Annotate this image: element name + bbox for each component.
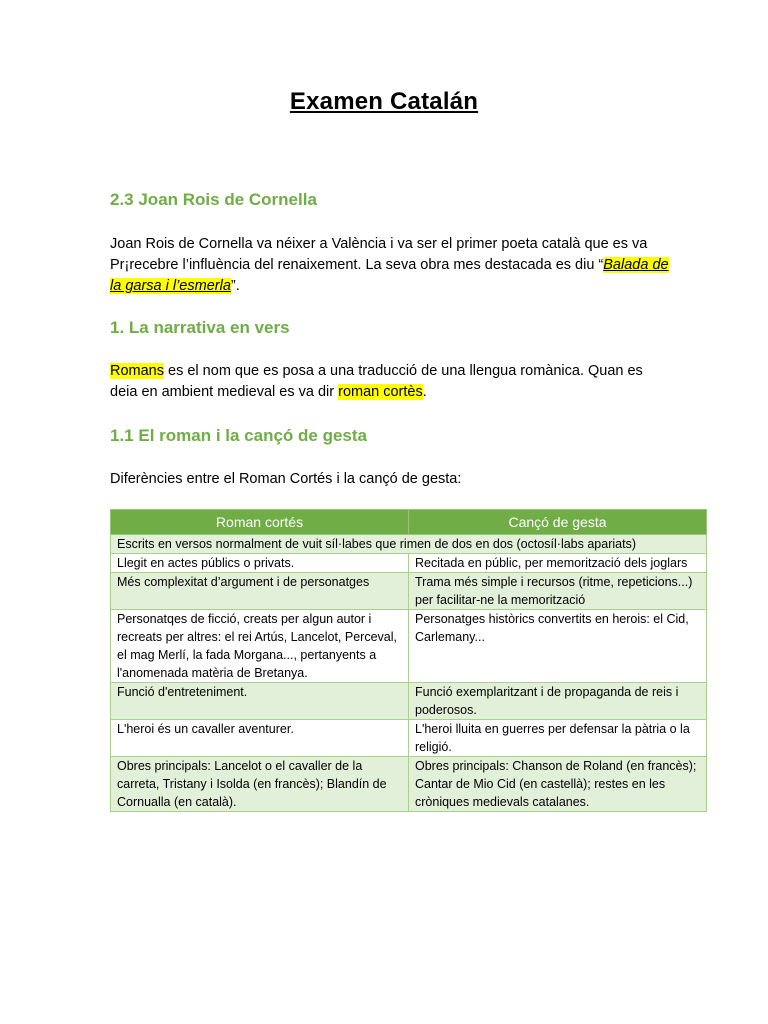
table-cell: Funció exemplaritzant i de propaganda de reis i poderosos. — [409, 683, 707, 720]
highlighted-work-title: Balada de la garsa i l’esmerla — [110, 257, 669, 294]
table-row — [111, 720, 707, 757]
column-header-canco: Cançó de gesta — [409, 510, 707, 535]
table-cell: Funció d'entreteniment. — [111, 683, 409, 720]
table-intro: Diferències entre el Roman Cortés i la cançó de gesta: — [110, 471, 462, 487]
table-row — [111, 535, 707, 554]
table-cell: L'heroi lluita en guerres per defensar la pàtria o la religió. — [409, 720, 707, 757]
table-row — [111, 610, 707, 683]
paragraph-text-end: ”. — [230, 278, 240, 294]
table-cell: Personatqes de ficció, creats per algun autor i recreats per altres: el rei Artús, Lancelot, Perceval, el mag Merlí, la fada Morgana..., pertanyents a l'anomenada matèria de Bretanya. — [111, 610, 409, 683]
table-row — [111, 757, 707, 812]
table-row — [111, 683, 707, 720]
section-heading-joan-rois: 2.3 Joan Rois de Cornella — [110, 190, 317, 209]
column-header-roman: Roman cortés — [111, 510, 409, 535]
table-cell: Personatges històrics convertits en herois: el Cid, Carlemany... — [409, 610, 707, 683]
section-heading-roman-canco: 1.1 El roman i la cançó de gesta — [110, 426, 367, 445]
document-title: Examen Catalán — [289, 88, 479, 115]
highlighted-term-romans: Romans — [110, 363, 164, 379]
table-row — [111, 573, 707, 610]
table-cell: Obres principals: Lancelot o el cavaller de la carreta, Tristany i Isolda (en francès); Blandín de Cornualla (en català). — [111, 757, 409, 812]
highlighted-term-roman-cortes: roman cortès — [338, 384, 423, 400]
paragraph-narrativa — [110, 361, 670, 403]
paragraph-text-end: . — [422, 384, 427, 400]
paragraph-joan-rois — [110, 234, 670, 297]
table-cell: Recitada en públic, per memorització dels joglars — [409, 554, 707, 573]
table-cell: L'heroi és un cavaller aventurer. — [111, 720, 409, 757]
table-cell: Llegit en actes públics o privats. — [111, 554, 409, 573]
table-cell: Obres principals: Chanson de Roland (en francès); Cantar de Mio Cid (en castellà); restes en les cròniques medievals catalanes. — [409, 757, 707, 812]
table-cell-full: Escrits en versos normalment de vuit síl·labes que rimen de dos en dos (octosíl·labs apariats) — [111, 535, 707, 554]
paragraph-text: es el nom que es posa a una traducció de una llengua romànica. Quan es deia en ambient medieval es va dir — [110, 363, 643, 400]
table-row — [111, 554, 707, 573]
comparison-table — [110, 509, 707, 812]
table-cell: Trama més simple i recursos (ritme, repeticions...) per facilitar-ne la memorització — [409, 573, 707, 610]
table-cell: Més complexitat d’argument i de personatges — [111, 573, 409, 610]
section-heading-narrativa: 1. La narrativa en vers — [110, 318, 290, 337]
table-header-row — [111, 510, 707, 535]
paragraph-text: Joan Rois de Cornella va néixer a València i va ser el primer poeta català que es va Pr¡recebre l’influència del renaixement. La seva obra mes destacada es diu “ — [110, 236, 648, 273]
